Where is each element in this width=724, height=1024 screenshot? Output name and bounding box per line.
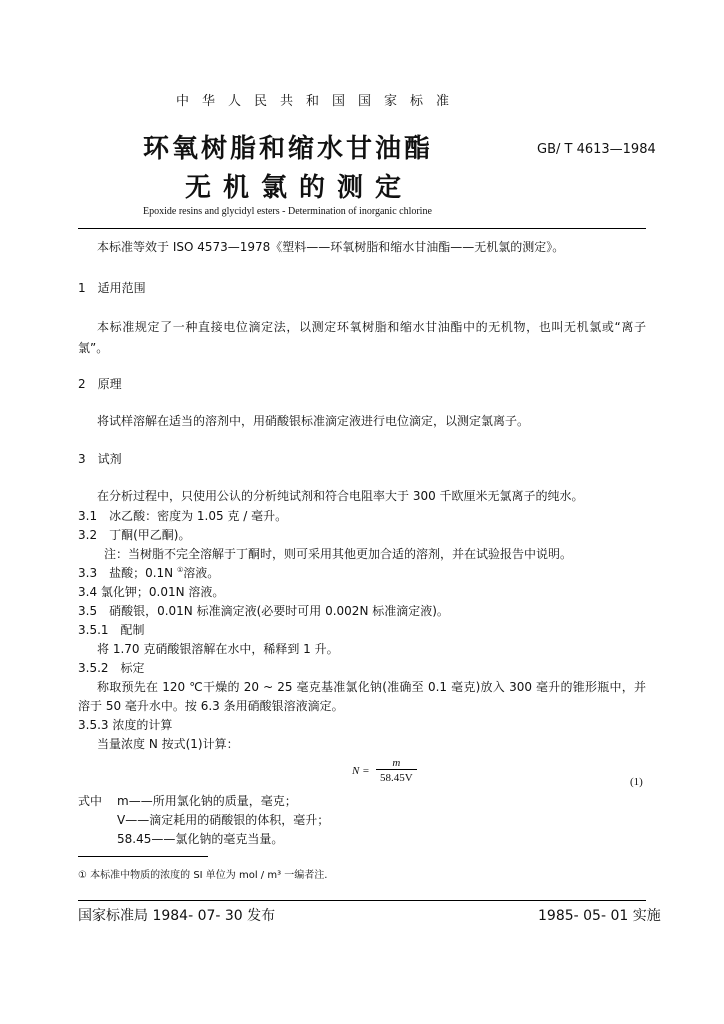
item-3-5-2-heading: 3.5.2 标定: [78, 661, 145, 675]
section-3-heading: 3 试剂: [78, 452, 122, 466]
implementation-date: 1985- 05- 01 实施: [538, 908, 661, 924]
equivalence-statement: 本标准等效于 ISO 4573—1978《塑料——环氧树脂和缩水甘油酯——无机氯的测定》。: [97, 240, 565, 254]
issuing-country-header: 中华人民共和国国家标准: [176, 94, 463, 109]
formula-fraction: [376, 757, 417, 784]
section-2-text: 将试样溶解在适当的溶剂中，用硝酸银标准滴定液进行电位滴定，以测定氯离子。: [97, 414, 530, 428]
issue-date: 国家标准局 1984- 07- 30 发布: [78, 908, 276, 924]
document-title-line1: 环氧树脂和缩水甘油酯: [143, 134, 434, 164]
english-title: Epoxide resins and glycidyl esters - Determination of inorganic chlorine: [143, 206, 432, 217]
footer-divider: [78, 900, 646, 901]
header-divider: [78, 228, 646, 229]
item-3-1: 3.1 冰乙酸：密度为 1.05 克 / 毫升。: [78, 509, 288, 523]
item-3-5-1-heading: 3.5.1 配制: [78, 623, 145, 637]
where-m: m——所用氯化钠的质量，毫克；: [117, 794, 297, 808]
footnote-divider: [78, 856, 208, 857]
item-3-3-text: 3.3 盐酸；0.1N: [78, 566, 177, 580]
where-v: V——滴定耗用的硝酸银的体积，毫升；: [117, 813, 330, 827]
item-3-5: 3.5 硝酸银，0.01N 标准滴定液(必要时可用 0.002N 标准滴定液)。: [78, 604, 449, 618]
formula-number: (1): [630, 776, 643, 788]
item-3-5-1-text: 将 1.70 克硝酸银溶解在水中，稀释到 1 升。: [97, 642, 339, 656]
footnote-marker: ①: [176, 566, 184, 574]
item-3-5-3-heading: 3.5.3 浓度的计算: [78, 718, 173, 732]
where-label: 式中: [78, 794, 103, 808]
section-3-intro: 在分析过程中，只使用公认的分析纯试剂和符合电阻率大于 300 千欧厘米无氯离子的纯水。: [97, 489, 584, 503]
item-3-5-2-text: 称取预先在 120 ℃干燥的 20 ~ 25 毫克基准氯化钠(准确至 0.1 毫克)放入 300 毫升的锥形瓶中，并溶于 50 毫升水中。按 6.3 条用硝酸银溶液滴定。: [78, 680, 646, 713]
item-3-5-3-text: 当量浓度 N 按式(1)计算：: [97, 737, 239, 751]
formula-lhs: N =: [352, 765, 370, 777]
section-2-heading: 2 原理: [78, 377, 122, 391]
item-3-2-note: 注：当树脂不完全溶解于丁酮时，则可采用其他更加合适的溶剂，并在试验报告中说明。: [104, 547, 573, 561]
item-3-3: [78, 564, 646, 583]
document-title-line2: 无机氯的测定: [185, 173, 414, 203]
section-1-text: 本标准规定了一种直接电位滴定法，以测定环氧树脂和缩水甘油酯中的无机物，也叫无机氯或“离子氯”。: [78, 320, 646, 355]
formula-numerator: m: [392, 757, 401, 769]
item-3-4: 3.4 氯化钾；0.01N 溶液。: [78, 585, 225, 599]
section-1-heading: 1 适用范围: [78, 281, 146, 295]
item-3-2: 3.2 丁酮(甲乙酮)。: [78, 528, 191, 542]
where-constant: 58.45——氯化钠的毫克当量。: [117, 832, 284, 846]
formula-denominator: 58.45V: [376, 769, 417, 784]
item-3-3-suffix: 溶液。: [183, 566, 220, 580]
standard-number: GB/ T 4613—1984: [537, 142, 656, 157]
footnote: ① 本标准中物质的浓度的 SI 单位为 mol / m³ 一编者注.: [78, 870, 328, 881]
